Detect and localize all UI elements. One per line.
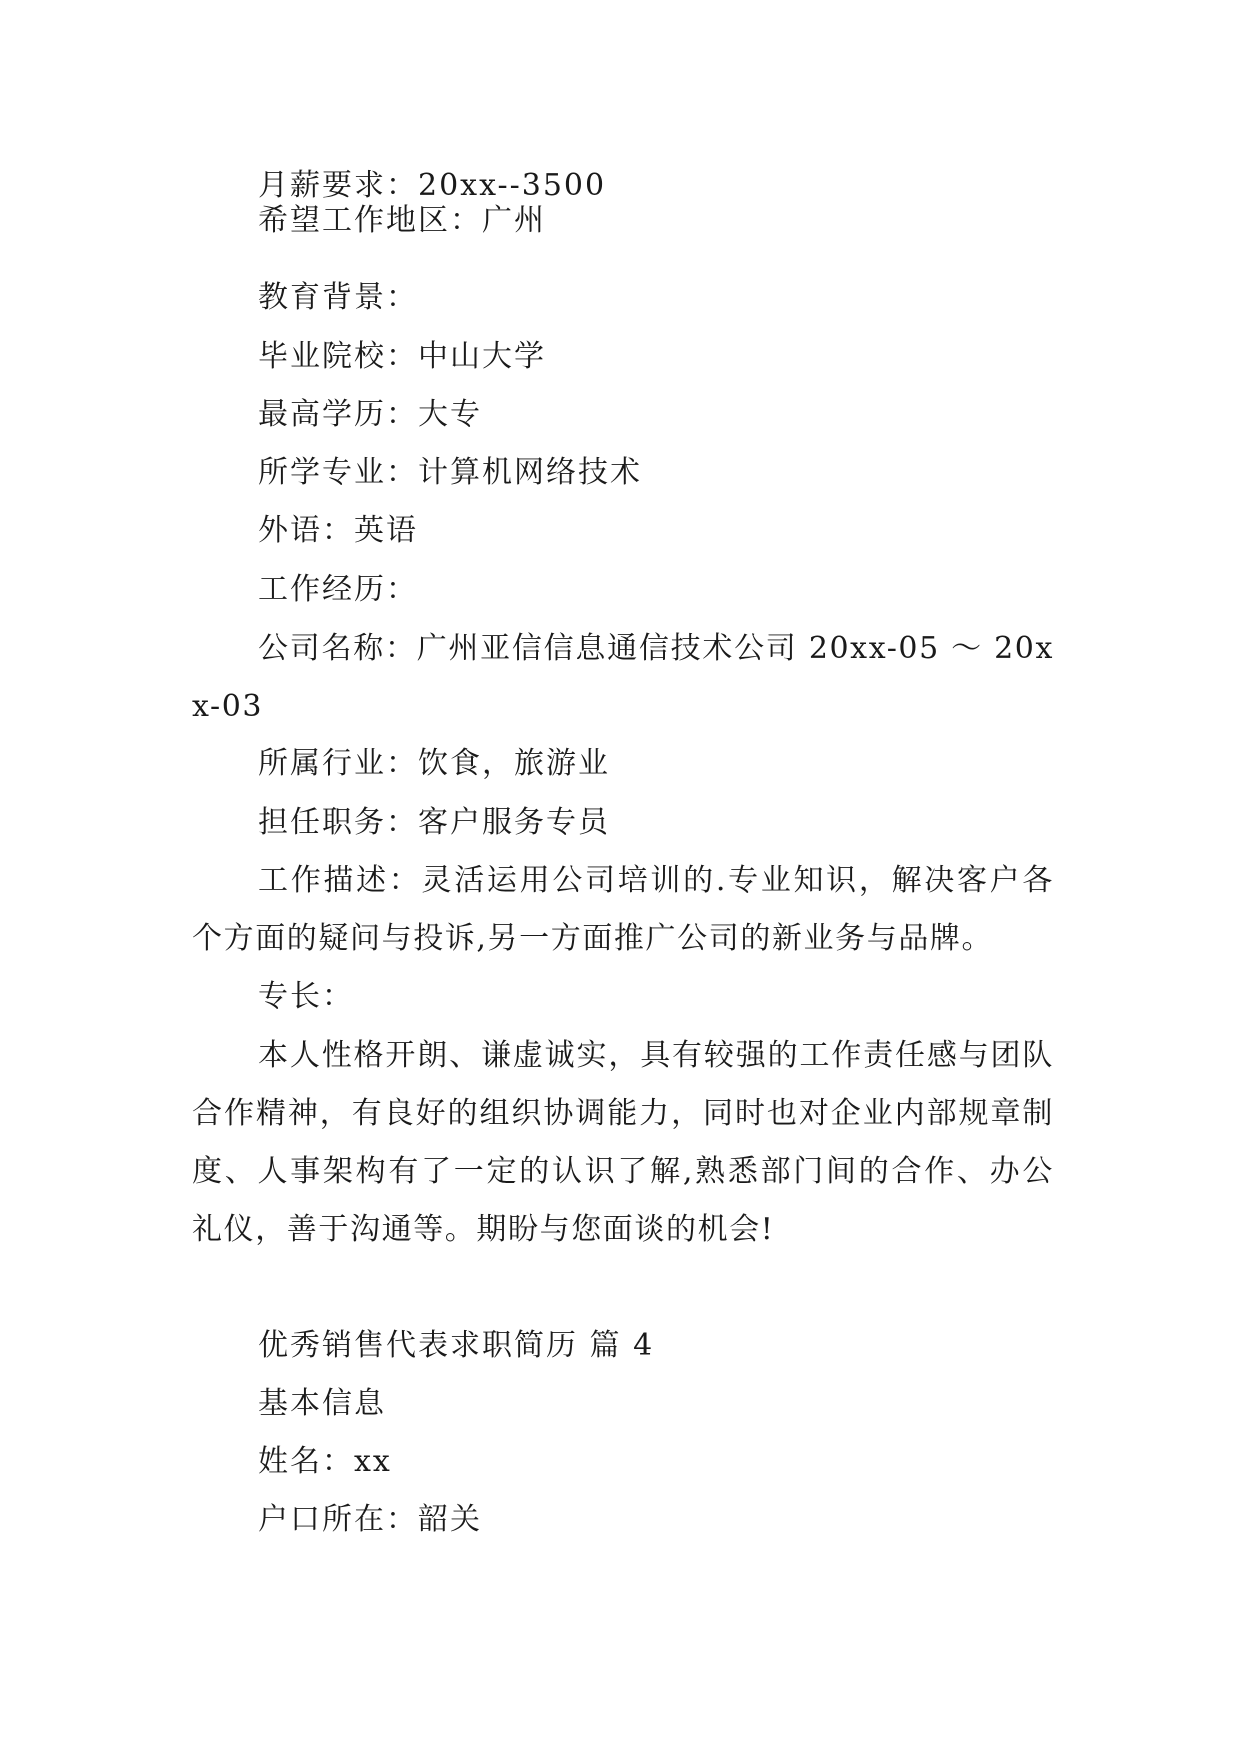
education-header: 教育背景： bbox=[258, 280, 418, 315]
job-description-paragraph: 工作描述：灵活运用公司培训的.专业知识，解决客户各个方面的疑问与投诉,另一方面推广公司的新业务与品牌。 bbox=[192, 863, 1054, 956]
work-header: 工作经历： bbox=[258, 572, 418, 607]
basic-info-header: 基本信息 bbox=[258, 1386, 386, 1421]
self-evaluation-paragraph: 本人性格开朗、谦虚诚实，具有较强的工作责任感与团队合作精神，有良好的组织协调能力，同时也对企业内部规章制度、人事架构有了一定的认识了解,熟悉部门间的合作、办公礼仪，善于沟通等。期盼与您面谈的机会! bbox=[192, 1038, 1054, 1247]
company-paragraph: 公司名称：广州亚信信息通信技术公司 20xx-05 ～ 20xx-03 bbox=[192, 631, 1054, 724]
specialty-header: 专长： bbox=[258, 979, 354, 1014]
degree-line: 最高学历：大专 bbox=[258, 397, 482, 432]
section-title: 优秀销售代表求职简历 篇 4 bbox=[258, 1328, 655, 1363]
language-line: 外语：英语 bbox=[258, 513, 418, 548]
salary-line: 月薪要求：20xx--3500 bbox=[258, 168, 607, 203]
school-line: 毕业院校：中山大学 bbox=[258, 339, 546, 374]
major-line: 所学专业：计算机网络技术 bbox=[258, 455, 642, 490]
location-line: 希望工作地区：广州 bbox=[258, 203, 546, 238]
position-line: 担任职务：客户服务专员 bbox=[258, 805, 610, 840]
name-line: 姓名：xx bbox=[258, 1444, 392, 1479]
industry-line: 所属行业：饮食，旅游业 bbox=[258, 746, 610, 781]
hukou-line: 户口所在：韶关 bbox=[258, 1502, 482, 1537]
